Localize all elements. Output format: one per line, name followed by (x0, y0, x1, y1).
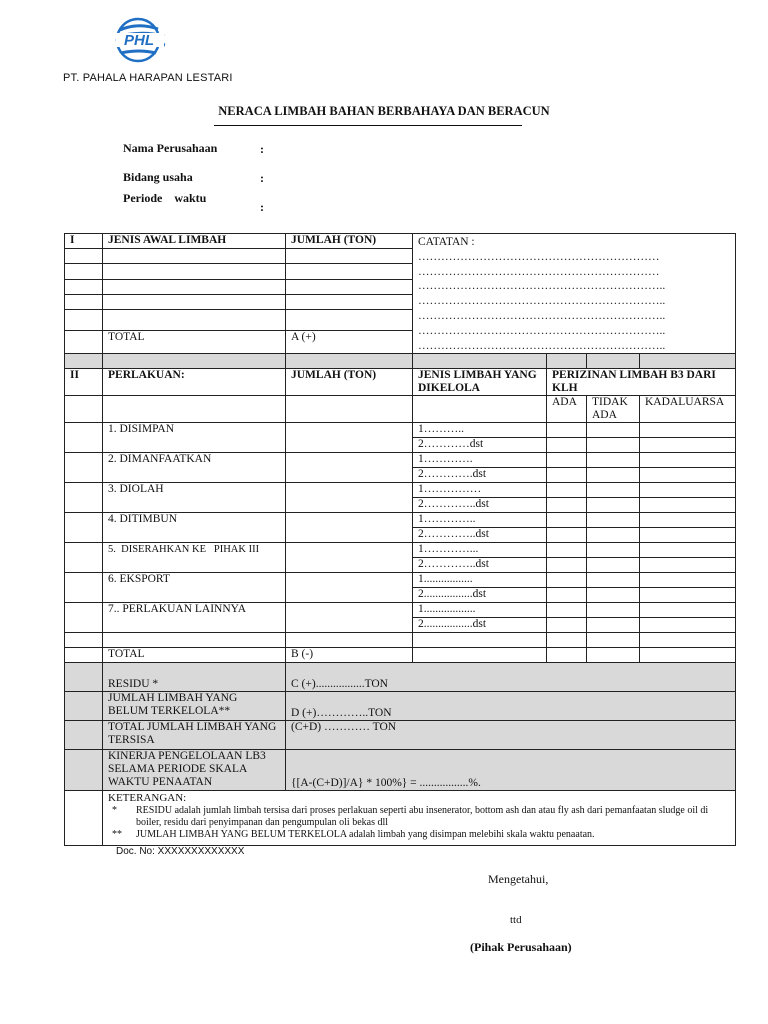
field-colon: : (260, 142, 264, 156)
section1-col-jumlah: JUMLAH (TON) (286, 234, 413, 249)
signatory-label: (Pihak Perusahaan) (470, 940, 572, 954)
keterangan-cell (103, 791, 736, 846)
total-tersisa-row (65, 721, 736, 750)
section1-total-value: A (+) (286, 331, 413, 354)
catatan-label: CATATAN : (418, 236, 475, 248)
treatment-waste-line: 1.................. (413, 603, 547, 618)
sub-col-ada: ADA (547, 396, 587, 423)
section1-col-jenis: JENIS AWAL LIMBAH (103, 234, 286, 249)
section2-subheader-row (65, 396, 736, 423)
section1-number: I (65, 234, 103, 249)
logo-text: PHL (124, 32, 154, 49)
field-label-periode-waktu: Periode waktu (123, 191, 207, 205)
field-colon: : (260, 200, 264, 214)
waste-balance-table (64, 233, 736, 846)
treatment-waste-line: 2…………..dst (413, 528, 547, 543)
mengetahui-label: Mengetahui, (488, 872, 549, 886)
catatan-line: ……………………………………………………… (418, 265, 660, 278)
kinerja-value: {[A-(C+D)]/A} * 100%} = .................%. (286, 750, 736, 791)
catatan-line: ……………………………………………………….. (418, 339, 666, 352)
total-tersisa-value: (C+D) ………… TON (286, 721, 736, 750)
kinerja-row (65, 750, 736, 791)
document-title: NERACA LIMBAH BAHAN BERBAHAYA DAN BERACUN (218, 104, 550, 118)
section2-col-perlakuan: PERLAKUAN: (103, 369, 286, 396)
section2-number: II (65, 369, 103, 396)
catatan-line: ……………………………………………………….. (418, 280, 666, 293)
section1-total-label: TOTAL (103, 331, 286, 354)
keterangan-note-residu (108, 805, 730, 829)
treatment-waste-line: 1…………... (413, 543, 547, 558)
note-mark: * (112, 805, 117, 817)
treatment-row (65, 543, 736, 558)
catatan-line: ……………………………………………………….. (418, 295, 666, 308)
treatment-waste-line: 1…………. (413, 453, 547, 468)
treatment-waste-line: 2………….dst (413, 468, 547, 483)
keterangan-row (65, 791, 736, 846)
signature-placeholder: ttd (510, 914, 522, 926)
treatment-waste-line: 1…………… (413, 483, 547, 498)
table-row (65, 633, 736, 648)
note-mark: ** (112, 829, 122, 841)
treatment-label: 3. DIOLAH (103, 483, 286, 513)
belum-terkelola-value: D (+)…………..TON (286, 692, 736, 721)
treatment-waste-line: 2…………..dst (413, 558, 547, 573)
residu-label: RESIDU * (103, 663, 286, 692)
note-text: JUMLAH LIMBAH YANG BELUM TERKELOLA adalah limbah yang disimpan melebihi skala waktu penaatan. (136, 829, 595, 841)
treatment-label: 5. DISERAHKAN KE PIHAK III (103, 543, 286, 573)
company-logo (108, 16, 178, 64)
treatment-waste-line: 1................. (413, 573, 547, 588)
section2-header-row (65, 369, 736, 396)
catatan-line: ……………………………………………………….. (418, 324, 666, 337)
field-label-bidang-usaha: Bidang usaha (123, 170, 193, 184)
globe-logo-icon (108, 16, 178, 64)
keterangan-note-belum-terkelola (108, 829, 730, 841)
catatan-line: ……………………………………………………….. (418, 309, 666, 322)
catatan-cell (413, 234, 736, 354)
section2-col-jumlah: JUMLAH (TON) (286, 369, 413, 396)
section2-total-label: TOTAL (103, 648, 286, 663)
catatan-line: ……………………………………………………… (418, 250, 660, 263)
treatment-waste-line: 2…………dst (413, 438, 547, 453)
treatment-waste-line: 2…………..dst (413, 498, 547, 513)
treatment-waste-line: 2.................dst (413, 618, 547, 633)
note-text: RESIDU adalah jumlah limbah tersisa dari proses perlakuan seperti abu insenerator, bottom ash dan atau fly ash dari pemanfaatan sludge oil di boiler, residu dari penyimpanan dan pengumpulan oli bekas dll (136, 805, 709, 829)
section2-col-jenis: JENIS LIMBAH YANG DIKELOLA (413, 369, 547, 396)
treatment-row (65, 513, 736, 528)
field-label-nama-perusahaan: Nama Perusahaan (123, 141, 218, 155)
company-name: PT. PAHALA HARAPAN LESTARI (63, 72, 233, 84)
document-number: Doc. No: XXXXXXXXXXXXX (116, 846, 245, 857)
field-colon: : (260, 171, 264, 185)
treatment-waste-line: 2.................dst (413, 588, 547, 603)
section2-total-row (65, 648, 736, 663)
treatment-label: 4. DITIMBUN (103, 513, 286, 543)
treatment-waste-line: 1……….. (413, 423, 547, 438)
treatment-row (65, 483, 736, 498)
section2-total-value: B (-) (286, 648, 413, 663)
treatment-row (65, 603, 736, 618)
treatment-label: 1. DISIMPAN (103, 423, 286, 453)
sub-col-tidak-ada: TIDAK ADA (587, 396, 640, 423)
section2-col-perizinan: PERIZINAN LIMBAH B3 DARI KLH (547, 369, 736, 396)
residu-value: C (+).................TON (286, 663, 736, 692)
treatment-row (65, 453, 736, 468)
section1-header-row (65, 234, 736, 249)
total-tersisa-label: TOTAL JUMLAH LIMBAH YANG TERSISA (103, 721, 286, 750)
residu-row (65, 663, 736, 692)
treatment-waste-line: 1………….. (413, 513, 547, 528)
treatment-label: 2. DIMANFAATKAN (103, 453, 286, 483)
treatment-label: 7.. PERLAKUAN LAINNYA (103, 603, 286, 633)
belum-terkelola-row (65, 692, 736, 721)
kinerja-label: KINERJA PENGELOLAAN LB3 SELAMA PERIODE SKALA WAKTU PENAATAN (103, 750, 286, 791)
title-underline (214, 125, 522, 126)
sub-col-kadaluarsa: KADALUARSA (640, 396, 736, 423)
treatment-row (65, 423, 736, 438)
keterangan-title: KETERANGAN: (108, 792, 187, 805)
treatment-row (65, 573, 736, 588)
belum-terkelola-label: JUMLAH LIMBAH YANG BELUM TERKELOLA** (103, 692, 286, 721)
treatment-label: 6. EKSPORT (103, 573, 286, 603)
shaded-separator-row (65, 354, 736, 369)
